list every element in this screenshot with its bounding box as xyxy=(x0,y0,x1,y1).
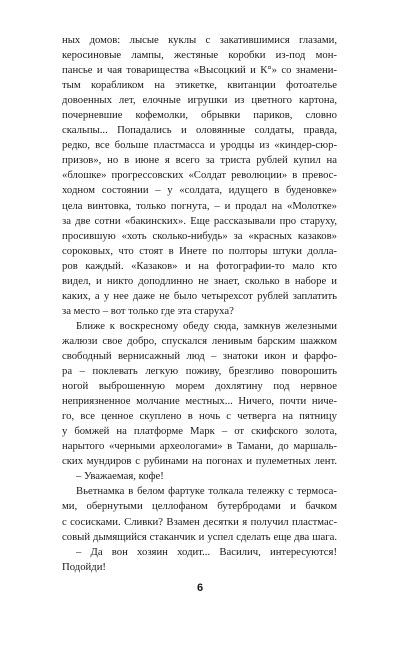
text-line: нарытого «черными археологами» в Тамани, до маршаль- xyxy=(62,440,337,453)
text-line: неприязненное молчание местных... Ничего, почти ниче- xyxy=(62,395,337,408)
text-line: го, все ценное скуплено в ночь с четверга на пятницу xyxy=(62,410,337,423)
text-line: «блошке» прогрессовских «Солдат революции» в превос- xyxy=(62,169,337,182)
text-line: у бомжей на платформе Марк – от скифского золота, xyxy=(62,425,337,438)
text-line: довоенных лет, елочные игрушки из цветного картона, xyxy=(62,94,337,107)
text-line: ских мундиров с рубинами на погонах и пулеметных лент. xyxy=(62,455,337,468)
text-line: скальпы... Попадались и оловянные солдаты, правда, xyxy=(62,124,337,137)
text-line: за две сотни «бакинских». Еще рассказывали про старуху, xyxy=(62,214,337,227)
text-line: керосиновые лампы, жестяные коробки из-под мон- xyxy=(62,49,337,62)
text-line: Подойди! xyxy=(62,560,106,573)
text-line: цела винтовка, только погнута, – и продал на «Молотке» xyxy=(62,199,337,212)
text-line: просившую «хоть сколько-нибудь» за «красных казаков» xyxy=(62,229,337,242)
text-line: свободный вернисажный люд – знатоки икон и фарфо- xyxy=(62,349,337,362)
body-text xyxy=(62,33,337,575)
text-line: с сосисками. Сливки? Взамен десятки я получил пластмас- xyxy=(62,515,337,528)
text-line: – Уважаемая, кофе! xyxy=(76,470,164,483)
text-line: редко, все больше пластмасса и уродцы из «киндер-сюр- xyxy=(62,139,337,152)
text-line: ных домов: лысые куклы с закатившимися глазами, xyxy=(62,34,337,46)
text-line: призов», но в июне я всего за триста рублей купил на xyxy=(62,154,337,167)
text-line: видел, и никто доподлинно не знает, сколько в наборе и xyxy=(62,274,337,287)
text-line: каких, а у нее даже не было четырехсот рублей заплатить xyxy=(62,289,337,302)
text-line: ров каждый. «Казаков» и на фотографии-то мало кто xyxy=(62,259,337,272)
text-line: пансье и чая товарищества «Высоцкий и К°» со знамени- xyxy=(62,64,337,77)
text-line: ми, обернутыми целлофаном бутербродами и бачком xyxy=(62,500,337,513)
text-line: ра – поклевать легкую поживу, брезгливо поворошить xyxy=(62,365,337,378)
text-line: совый дымящийся стаканчик и успел сделать еще два шага. xyxy=(62,530,337,543)
text-line: жалюзи свое добро, спускался ленивым барским шажком xyxy=(62,334,337,347)
text-line: сороковых, что стоят в Инете по полторы штуки долла- xyxy=(62,244,337,257)
text-line: Вьетнамка в белом фартуке толкала тележку с термоса- xyxy=(76,485,337,498)
text-line: за место – вот только где эта старуха? xyxy=(62,304,234,317)
text-line: ходном состоянии – у «солдата, идущего в буденовке» xyxy=(62,184,337,197)
text-line: ногой выброшенную морем дохлятину под нервное xyxy=(62,380,337,393)
page-number: 6 xyxy=(196,582,204,594)
text-line: тым корабликом на этикетке, квитанции фотоателье xyxy=(62,79,337,92)
text-line: почерневшие кофемолки, обрывки париков, словно xyxy=(62,109,337,122)
text-line: Ближе к воскресному обеду сюда, замкнув железными xyxy=(76,319,337,332)
text-line: – Да вон хозяин ходит... Василич, интересуются! xyxy=(76,545,337,558)
